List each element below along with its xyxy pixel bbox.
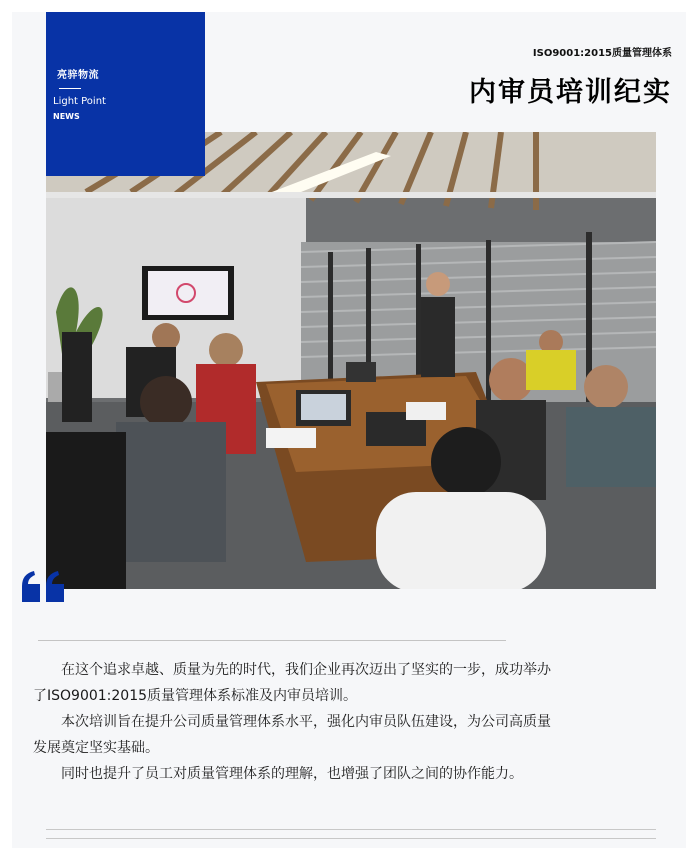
divider-bottom-1 [46, 829, 656, 830]
brand-name-cn: 亮骍物流 [57, 70, 99, 81]
quote-icon [20, 570, 66, 604]
brand-divider [59, 88, 81, 89]
training-photo [46, 132, 656, 589]
brand-section: NEWS [53, 112, 80, 121]
brand-name-en: Light Point [53, 96, 106, 107]
article-paragraph-1: 在这个追求卓越、质量为先的时代，我们企业再次迈出了坚实的一步，成功举办了ISO9001:2015质量管理体系标准及内审员培训。 [33, 662, 551, 704]
article-body [33, 657, 558, 787]
page-subtitle: ISO9001:2015质量管理体系 [532, 48, 672, 59]
brand-box [46, 12, 205, 176]
article-paragraph-2: 本次培训旨在提升公司质量管理体系水平，强化内审员队伍建设，为公司高质量发展奠定坚实基础。 [33, 714, 551, 756]
training-photo-illustration [46, 132, 656, 589]
page-title: 内审员培训纪实 [469, 77, 672, 108]
divider-top [38, 640, 506, 641]
article-paragraph-3: 同时也提升了员工对质量管理体系的理解，也增强了团队之间的协作能力。 [61, 766, 523, 782]
divider-bottom-2 [46, 838, 656, 839]
